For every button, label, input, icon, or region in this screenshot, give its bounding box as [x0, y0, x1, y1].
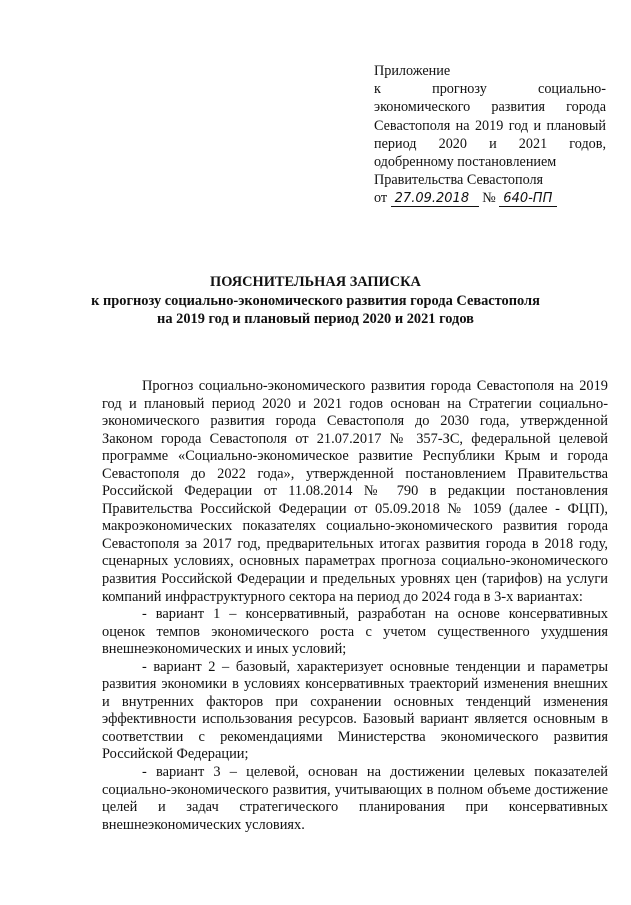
order-prefix: от — [374, 190, 388, 207]
order-date: 27.09.2018 — [391, 192, 479, 207]
appendix-line: Приложение — [374, 63, 451, 79]
order-number-sign: № — [482, 190, 496, 207]
order-number: 640-ПП — [499, 192, 557, 207]
document-title — [0, 273, 631, 329]
variant-2-paragraph: - вариант 2 – базовый, характеризует основные тенденции и параметры развития экономики в условиях консервативных траекторий изменения внешних и внутренних факторов при сохранении основных тенденций изменения эффективности использования ресурсов. Базовый вариант является основным в соответствии с рекомендациями Министерства экономического развития Российской Федерации; — [102, 658, 608, 763]
appendix-line: Правительства Севастополя — [374, 172, 544, 189]
appendix-line: одобренному постановлением — [374, 153, 557, 170]
document-body — [102, 378, 608, 834]
variant-3-paragraph: - вариант 3 – целевой, основан на достижении целевых показателей социально-экономического развития, учитывающих в полном объеме достижение целей и задач стратегического планирования при консервативных внешнеэкономических условиях. — [102, 764, 608, 833]
appendix-line: экономического развития города — [374, 99, 606, 116]
appendix-line: Севастополя на 2019 год и плановый — [374, 117, 606, 134]
title-line-3: на 2019 год и плановый период 2020 и 2021 годов — [157, 311, 474, 327]
title-line-2: к прогнозу социально-экономического развития города Севастополя — [91, 292, 540, 309]
intro-paragraph: Прогноз социально-экономического развития города Севастополя на 2019 год и плановый период 2020 и 2021 годов основан на Стратегии социально-экономического развития города Севастополя до 2030 года, утвержденной Законом города Севастополя от 21.07.2017 № 357-ЗС, федеральной целевой программе «Социально-экономическое развитие Республики Крым и города Севастополя до 2022 года», утвержденной постановлением Правительства Российской Федерации от 11.08.2014 № 790 в редакции постановления Правительства Российской Федерации от 05.09.2018 № 1059 (далее - ФЦП), макроэкономических показателях социально-экономического развития города Севастополя за 2017 год, предварительных итогах развития города в 2018 году, сценарных условиях, основных параметрах прогноза социально-экономического развития Российской Федерации и предельных уровнях цен (тарифов) на услуги компаний инфраструктурного сектора на период до 2024 года в 3-х вариантах: — [102, 378, 608, 605]
order-reference — [374, 189, 606, 207]
appendix-line: к прогнозу социально- — [374, 81, 606, 98]
variant-1-paragraph: - вариант 1 – консервативный, разработан на основе консервативных оценок темпов экономического роста с учетом существенного ухудшения внешнеэкономических и иных условий; — [102, 606, 608, 658]
appendix-header — [374, 62, 606, 208]
title-line-1: ПОЯСНИТЕЛЬНАЯ ЗАПИСКА — [210, 274, 421, 290]
appendix-line: период 2020 и 2021 годов, — [374, 135, 606, 152]
